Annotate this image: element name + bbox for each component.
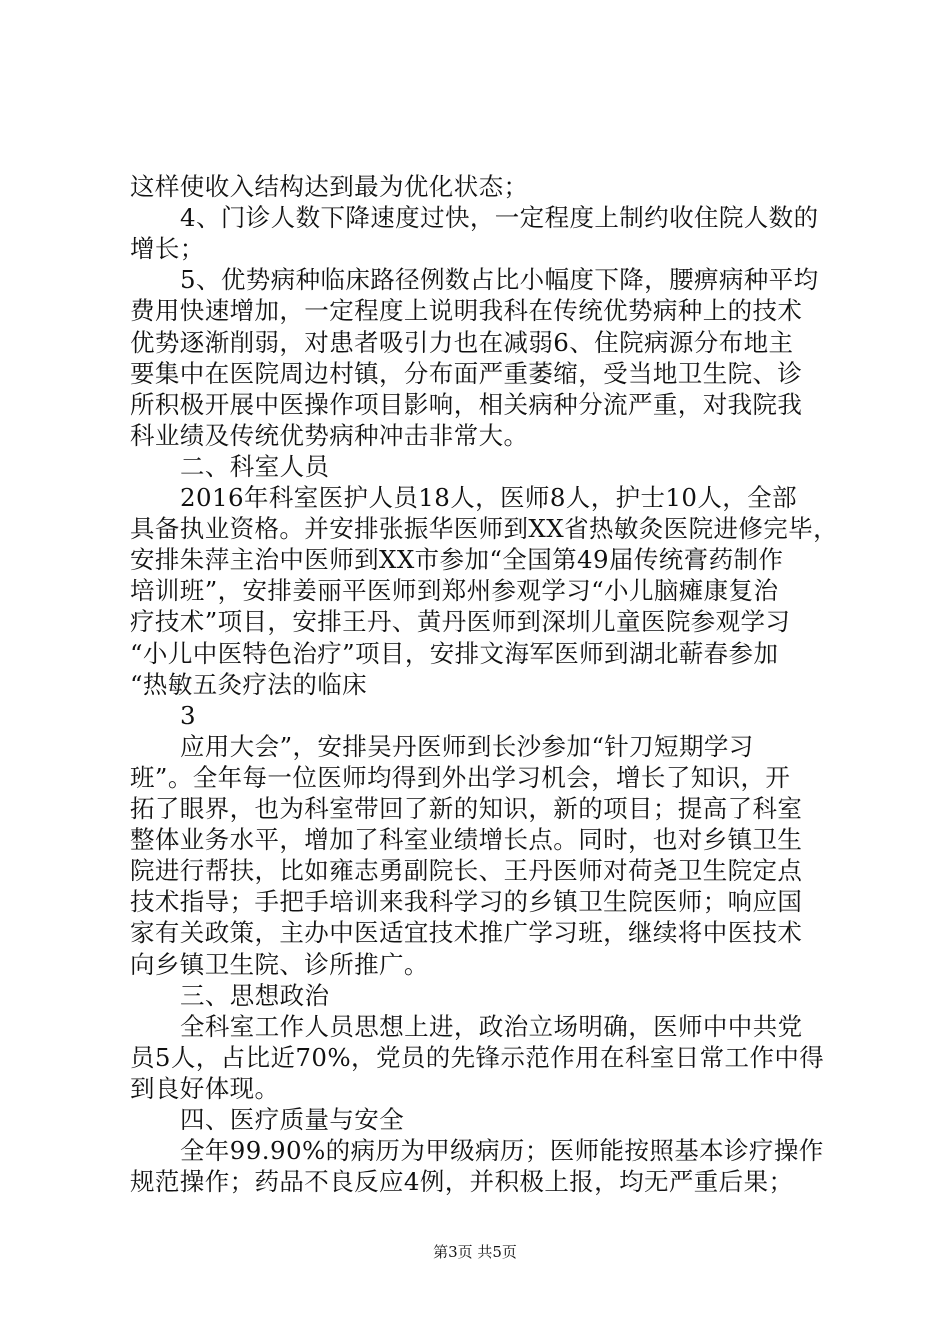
body-line: 具备执业资格。并安排张振华医师到XX省热敏灸医院进修完毕， xyxy=(130,514,838,544)
body-line: 规范操作；药品不良反应4例，并积极上报，均无严重后果； xyxy=(130,1167,794,1197)
body-line: 4、门诊人数下降速度过快，一定程度上制约收住院人数的 xyxy=(180,203,819,233)
body-line: 疗技术”项目，安排王丹、黄丹医师到深圳儿童医院参观学习 xyxy=(130,607,791,637)
body-line: 院进行帮扶，比如雍志勇副院长、王丹医师对荷尧卫生院定点 xyxy=(130,856,803,886)
body-line: 技术指导；手把手培训来我科学习的乡镇卫生院医师；响应国 xyxy=(130,887,803,917)
body-line: 家有关政策，主办中医适宜技术推广学习班，继续将中医技术 xyxy=(130,918,803,948)
body-line: 应用大会”，安排吴丹医师到长沙参加“针刀短期学习 xyxy=(180,731,754,761)
body-line: 安排朱萍主治中医师到XX市参加“全国第49届传统膏药制作 xyxy=(130,545,784,575)
body-line: “小儿中医特色治疗”项目，安排文海军医师到湖北蕲春参加 xyxy=(130,638,779,668)
body-line: 整体业务水平，增加了科室业绩增长点。同时，也对乡镇卫生 xyxy=(130,825,803,855)
body-line: 这样使收入结构达到最为优化状态； xyxy=(130,172,529,201)
body-line: 到良好体现。 xyxy=(130,1073,280,1103)
body-line: 向乡镇卫生院、诊所推广。 xyxy=(130,949,429,979)
body-line: 全科室工作人员思想上进，政治立场明确，医师中中共党 xyxy=(180,1011,803,1041)
body-line: 拓了眼界，也为科室带回了新的知识，新的项目；提高了科室 xyxy=(130,794,803,823)
body-line: 增长； xyxy=(130,234,205,264)
body-line: “热敏五灸疗法的临床 xyxy=(130,669,368,699)
body-line: 全年99.90%的病历为甲级病历；医师能按照基本诊疗操作 xyxy=(180,1136,824,1166)
body-line: 2016年科室医护人员18人，医师8人，护士10人，全部 xyxy=(180,483,797,512)
body-line: 班”。全年每一位医师均得到外出学习机会，增长了知识，开 xyxy=(130,762,791,792)
body-line: 所积极开展中医操作项目影响，相关病种分流严重，对我院我 xyxy=(130,389,803,419)
body-line: 科业绩及传统优势病种冲击非常大。 xyxy=(130,420,529,450)
body-line: 费用快速增加，一定程度上说明我科在传统优势病种上的技术 xyxy=(130,296,803,326)
page-footer: 第3页 共5页 xyxy=(433,1243,517,1261)
body-line: 员5人，占比近70%，党员的先锋示范作用在科室日常工作中得 xyxy=(130,1042,825,1072)
body-line: 5、优势病种临床路径例数占比小幅度下降，腰痹病种平均 xyxy=(180,265,819,295)
body-line: 三、思想政治 xyxy=(180,980,330,1010)
body-line: 要集中在医院周边村镇，分布面严重萎缩，受当地卫生院、诊 xyxy=(130,358,803,388)
body-line: 二、科室人员 xyxy=(180,451,330,481)
body-line: 培训班”，安排姜丽平医师到郑州参观学习“小儿脑瘫康复治 xyxy=(130,576,779,606)
body-line: 3 xyxy=(180,700,196,730)
body-line: 四、医疗质量与安全 xyxy=(180,1105,405,1134)
body-line: 优势逐渐削弱，对患者吸引力也在减弱6、住院病源分布地主 xyxy=(130,327,794,357)
